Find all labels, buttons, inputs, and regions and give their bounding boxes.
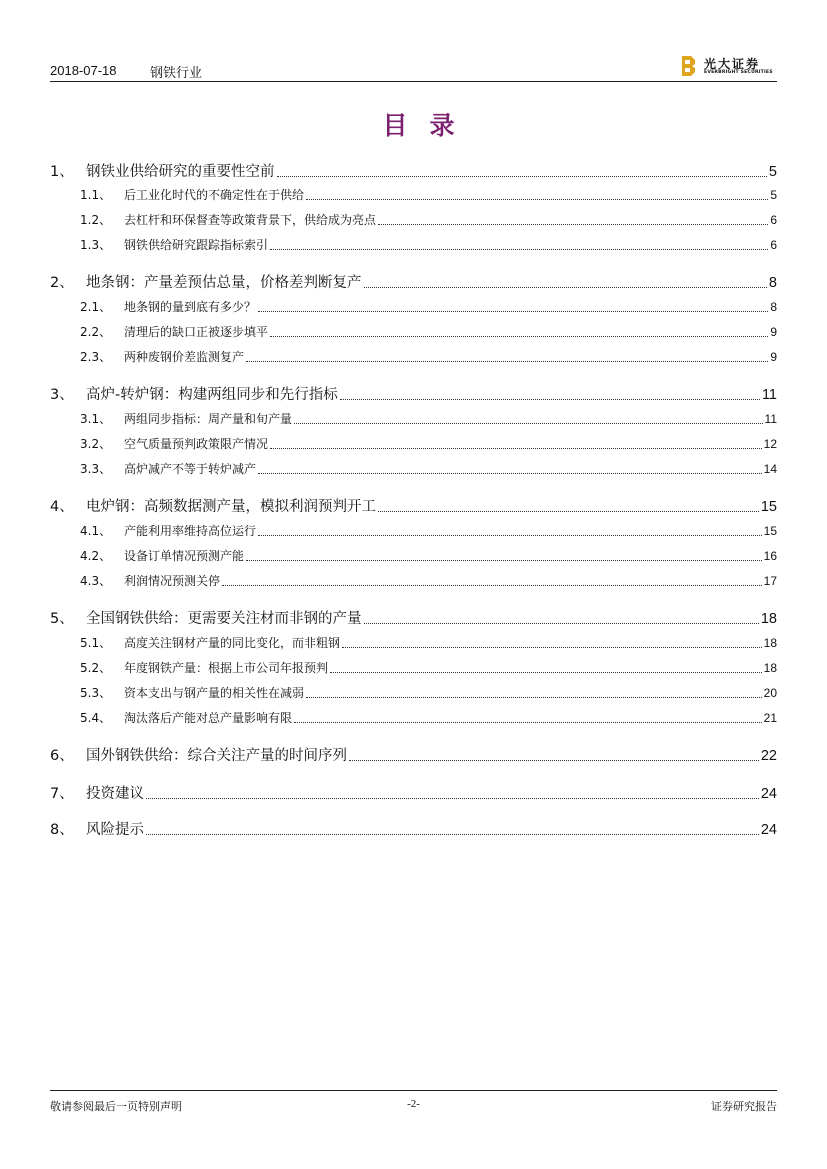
toc-entry-title: 投资建议 <box>86 786 144 802</box>
toc-entry-page: 9 <box>770 350 777 364</box>
dot-leader <box>146 797 759 799</box>
dot-leader <box>306 198 768 200</box>
dot-leader <box>258 472 762 474</box>
toc-entry-page: 9 <box>770 325 777 339</box>
page-header <box>50 55 777 82</box>
toc-entry[interactable] <box>50 271 777 292</box>
toc-entry-number: 4、 <box>50 499 74 515</box>
toc-entry-page: 8 <box>770 300 777 314</box>
toc-entry-page: 5 <box>770 188 777 202</box>
dot-leader <box>306 696 762 698</box>
toc-entry-title: 两种废钢价差监测复产 <box>124 350 245 364</box>
toc-entry-title: 地条钢：产量差预估总量，价格差判断复产 <box>86 275 362 291</box>
logo-mark-icon <box>682 56 695 76</box>
toc-entry[interactable] <box>50 211 777 228</box>
toc-entry[interactable] <box>50 744 777 765</box>
dot-leader <box>246 360 768 362</box>
toc-entry-page: 15 <box>760 499 777 515</box>
dot-leader <box>378 510 759 512</box>
toc-entry[interactable] <box>50 572 777 589</box>
toc-entry[interactable] <box>50 709 777 726</box>
toc-entry-page: 11 <box>761 387 777 403</box>
toc-entry-page: 18 <box>760 611 777 627</box>
toc-entry-page: 17 <box>763 574 777 588</box>
toc-entry-number: 5、 <box>50 611 74 627</box>
toc-entry-number: 6、 <box>50 748 74 764</box>
toc-entry-page: 11 <box>764 412 777 426</box>
toc-entry-title: 设备订单情况预测产能 <box>124 549 245 563</box>
toc-entry-title: 后工业化时代的不确定性在于供给 <box>124 188 305 202</box>
toc-entry-number: 4.1、 <box>80 524 112 538</box>
toc-entry-title: 高炉减产不等于转炉减产 <box>124 462 257 476</box>
toc-entry-page: 6 <box>770 213 777 227</box>
toc-entry-number: 5.3、 <box>80 686 112 700</box>
toc-entry[interactable] <box>50 410 777 427</box>
dot-leader <box>294 721 762 723</box>
toc-entry-number: 1、 <box>50 164 74 180</box>
dot-leader <box>294 422 763 424</box>
toc-entry-page: 15 <box>763 524 777 538</box>
toc-entry-number: 8、 <box>50 822 74 838</box>
report-type: 证券研究报告 <box>711 1100 777 1113</box>
toc-entry-number: 5.4、 <box>80 711 112 725</box>
toc-entry-number: 7、 <box>50 786 74 802</box>
dot-leader <box>364 622 759 624</box>
dot-leader <box>378 223 768 225</box>
toc-entry-title: 利润情况预测关停 <box>124 574 221 588</box>
dot-leader <box>270 335 768 337</box>
toc-entry-number: 3.2、 <box>80 437 112 451</box>
toc-entry-page: 18 <box>763 636 777 650</box>
toc-entry-title: 资本支出与钢产量的相关性在减弱 <box>124 686 305 700</box>
page-number: -2- <box>407 1098 420 1110</box>
toc-entry[interactable] <box>50 659 777 676</box>
toc-entry-number: 4.2、 <box>80 549 112 563</box>
toc-entry-number: 2.2、 <box>80 325 112 339</box>
dot-leader <box>340 398 760 400</box>
toc-entry[interactable] <box>50 818 777 839</box>
toc-entry-number: 5.2、 <box>80 661 112 675</box>
toc-entry-page: 16 <box>763 549 777 563</box>
toc-entry[interactable] <box>50 634 777 651</box>
toc-entry-title: 清理后的缺口正被逐步填平 <box>124 325 269 339</box>
dot-leader <box>277 175 767 177</box>
toc-entry-title: 高度关注钢材产量的同比变化，而非粗钢 <box>124 636 341 650</box>
toc-entry-title: 产能利用率维持高位运行 <box>124 524 257 538</box>
toc-entry-title: 年度钢铁产量：根据上市公司年报预判 <box>124 661 329 675</box>
toc-entry-title: 电炉钢：高频数据测产量，模拟利润预判开工 <box>86 499 376 515</box>
dot-leader <box>258 310 768 312</box>
toc-entry-title: 两组同步指标：周产量和旬产量 <box>124 412 293 426</box>
toc-entry-page: 22 <box>760 748 777 764</box>
toc-entry-number: 1.3、 <box>80 238 112 252</box>
dot-leader <box>146 833 759 835</box>
toc-entry[interactable] <box>50 522 777 539</box>
toc-entry-number: 2.1、 <box>80 300 112 314</box>
toc-entry[interactable] <box>50 435 777 452</box>
toc-entry-number: 5.1、 <box>80 636 112 650</box>
toc-entry-title: 高炉-转炉钢：构建两组同步和先行指标 <box>86 387 338 403</box>
toc-entry[interactable] <box>50 495 777 516</box>
toc-entry[interactable] <box>50 323 777 340</box>
dot-leader <box>330 671 762 673</box>
toc-entry-page: 24 <box>760 786 777 802</box>
logo-english-name: EVERBRIGHT SECURITIES <box>704 70 773 75</box>
toc-entry-page: 12 <box>763 437 777 451</box>
dot-leader <box>222 584 762 586</box>
company-logo <box>682 55 777 79</box>
dot-leader <box>270 447 762 449</box>
logo-name: 光大证券 <box>704 57 761 71</box>
toc-entry-title: 去杠杆和环保督查等政策背景下，供给成为亮点 <box>124 213 377 227</box>
disclaimer-note: 敬请参阅最后一页特别声明 <box>50 1100 182 1113</box>
toc-entry[interactable] <box>50 460 777 477</box>
page-footer <box>50 1090 777 1111</box>
toc-entry[interactable] <box>50 547 777 564</box>
toc-entry-page: 24 <box>760 822 777 838</box>
toc-entry[interactable] <box>50 684 777 701</box>
toc-entry-number: 3、 <box>50 387 74 403</box>
dot-leader <box>246 559 762 561</box>
toc-entry[interactable] <box>50 782 777 803</box>
toc-entry[interactable] <box>50 236 777 253</box>
toc-entry-number: 1.2、 <box>80 213 112 227</box>
toc-entry-page: 18 <box>763 661 777 675</box>
toc-entry-title: 钢铁供给研究跟踪指标索引 <box>124 238 269 252</box>
toc-entry[interactable] <box>50 348 777 365</box>
toc-entry-page: 14 <box>763 462 777 476</box>
toc-entry-number: 4.3、 <box>80 574 112 588</box>
toc-entry-title: 全国钢铁供给：更需要关注材而非钢的产量 <box>86 611 362 627</box>
toc-entry-page: 8 <box>768 275 777 291</box>
toc-entry-number: 2.3、 <box>80 350 112 364</box>
dot-leader <box>258 534 762 536</box>
toc-entry-page: 5 <box>768 164 777 180</box>
dot-leader <box>342 646 762 648</box>
toc-entry[interactable] <box>50 160 777 181</box>
toc-entry[interactable] <box>50 298 777 315</box>
dot-leader <box>270 248 768 250</box>
toc-entry[interactable] <box>50 186 777 203</box>
toc-entry[interactable] <box>50 607 777 628</box>
dot-leader <box>349 759 759 761</box>
toc-entry-title: 淘汰落后产能对总产量影响有限 <box>124 711 293 725</box>
toc-entry-page: 6 <box>770 238 777 252</box>
toc-entry-page: 21 <box>763 711 777 725</box>
toc-entry-number: 3.3、 <box>80 462 112 476</box>
toc-entry-title: 风险提示 <box>86 822 144 838</box>
toc-entry-title: 钢铁业供给研究的重要性空前 <box>86 164 275 180</box>
report-date: 2018-07-18 <box>50 63 117 78</box>
toc-entry-page: 20 <box>763 686 777 700</box>
toc-entry-number: 3.1、 <box>80 412 112 426</box>
toc-entry-number: 2、 <box>50 275 74 291</box>
toc-entry-title: 空气质量预判政策限产情况 <box>124 437 269 451</box>
industry-label: 钢铁行业 <box>150 66 203 81</box>
toc-title: 目录 <box>382 111 477 140</box>
dot-leader <box>364 286 767 288</box>
toc-entry-title: 国外钢铁供给：综合关注产量的时间序列 <box>86 748 347 764</box>
toc-entry[interactable] <box>50 383 777 404</box>
toc-entry-title: 地条钢的量到底有多少？ <box>124 300 257 314</box>
toc-entry-number: 1.1、 <box>80 188 112 202</box>
